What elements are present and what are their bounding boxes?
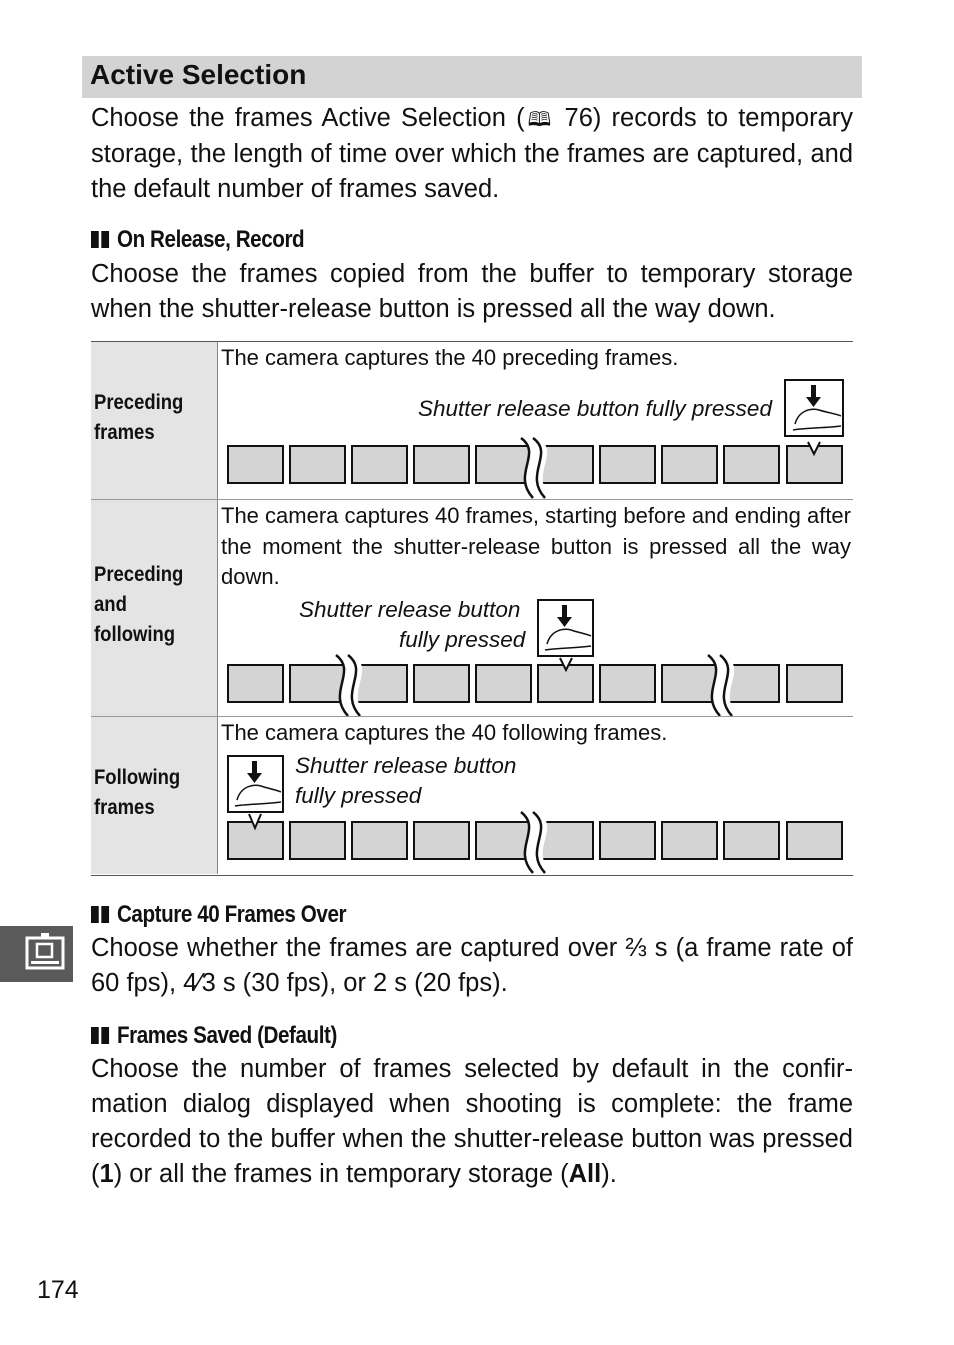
frame-sequence-diagram: [91, 717, 853, 874]
subheading-frames-saved: [91, 1021, 337, 1051]
frame-box: [414, 446, 469, 483]
page-number: 174: [37, 1276, 79, 1304]
book-reference-icon: 🕮: [524, 107, 555, 131]
subheading-on-release-text: On Release, Record: [116, 226, 305, 253]
frame-sequence-diagram: [91, 500, 853, 717]
section-header-bar: [82, 56, 862, 98]
shooting-menu-icon: [0, 926, 73, 982]
table-row-preceding: [91, 342, 853, 499]
intro-paragraph: [91, 101, 853, 207]
row-description: The camera captures 40 frames, starting before and ending after the moment the shutter-release button is pressed all the way down.: [221, 503, 851, 589]
shutter-press-icon: [785, 380, 843, 454]
table-row-following: [91, 716, 853, 874]
frames-saved-text: ) or all the frames in temporary storage (: [113, 1160, 569, 1188]
table-row-preceding-following: [91, 499, 853, 717]
frame-box: [228, 665, 283, 702]
heading-marker-icon: [91, 231, 99, 248]
row-label: Preceding frames: [94, 391, 184, 444]
frame-box: [662, 446, 717, 483]
frame-box: [228, 446, 283, 483]
frame-sequence-diagram: [91, 342, 853, 499]
shutter-press-icon: [228, 756, 283, 828]
section-side-tab: [0, 926, 73, 982]
row-label: Following frames: [94, 766, 181, 819]
frame-box: [724, 446, 779, 483]
frame-box: [414, 665, 469, 702]
heading-marker-icon: [101, 906, 109, 923]
capture-over-paragraph: Choose whether the frames are captured over ⅔ s (a frame rate of 60 fps), 4⁄3 s (30 fps), or 2 s (20 fps).: [91, 934, 853, 997]
frame-box: [352, 446, 407, 483]
heading-marker-icon: [91, 906, 99, 923]
frame-box: [476, 446, 531, 483]
capture-options-table: [91, 341, 853, 876]
frames-saved-text: Choose the number of frames selected by default in the confir-mation dialog displayed when shooting is complete: the frame recorded to the buffer when the shutter-release button was pressed (: [91, 1055, 853, 1188]
intro-ref-text: 76) records to temporary storage, the length of time over which the frames are captured, and the default number of frames saved.: [91, 104, 853, 203]
shutter-caption-line2: fully pressed: [399, 627, 526, 652]
on-release-paragraph: Choose the frames copied from the buffer to temporary storage when the shutter-release button is pressed all the way down.: [91, 260, 853, 323]
frame-box: [662, 665, 717, 702]
heading-marker-icon: [91, 1027, 99, 1044]
row-label: Preceding and following: [94, 563, 184, 646]
value-all: All: [568, 1160, 602, 1188]
frame-box: [600, 665, 655, 702]
row-description: The camera captures the 40 preceding frames.: [221, 345, 679, 370]
frame-box: [290, 446, 345, 483]
shutter-caption-line1: Shutter release button: [299, 597, 521, 622]
frames-saved-paragraph: [91, 1052, 853, 1192]
subheading-capture-over: [91, 900, 346, 930]
shutter-press-icon: [538, 600, 593, 670]
frame-box: [352, 822, 407, 859]
subheading-capture-over-text: Capture 40 Frames Over: [116, 901, 347, 928]
frame-box: [662, 822, 717, 859]
shutter-caption-line1: Shutter release button: [295, 753, 517, 778]
frame-box: [600, 446, 655, 483]
shutter-caption-line2: fully pressed: [295, 783, 422, 808]
frame-box: [600, 822, 655, 859]
frame-box: [787, 665, 842, 702]
frames-saved-text: ).: [601, 1160, 617, 1188]
section-title: Active Selection: [90, 59, 307, 90]
frame-box: [414, 822, 469, 859]
intro-text: Choose the frames Active Selection (: [91, 104, 525, 132]
heading-marker-icon: [101, 231, 109, 248]
value-one: 1: [99, 1160, 114, 1188]
frame-box: [476, 665, 531, 702]
frame-box: [290, 665, 345, 702]
frame-box: [724, 822, 779, 859]
frame-box: [787, 822, 842, 859]
subheading-frames-saved-text: Frames Saved (Default): [116, 1022, 337, 1049]
heading-marker-icon: [101, 1027, 109, 1044]
frame-box: [290, 822, 345, 859]
frame-box: [476, 822, 531, 859]
shutter-caption: Shutter release button fully pressed: [418, 396, 772, 421]
row-description: The camera captures the 40 following frames.: [221, 720, 668, 745]
subheading-on-release: [91, 225, 304, 255]
